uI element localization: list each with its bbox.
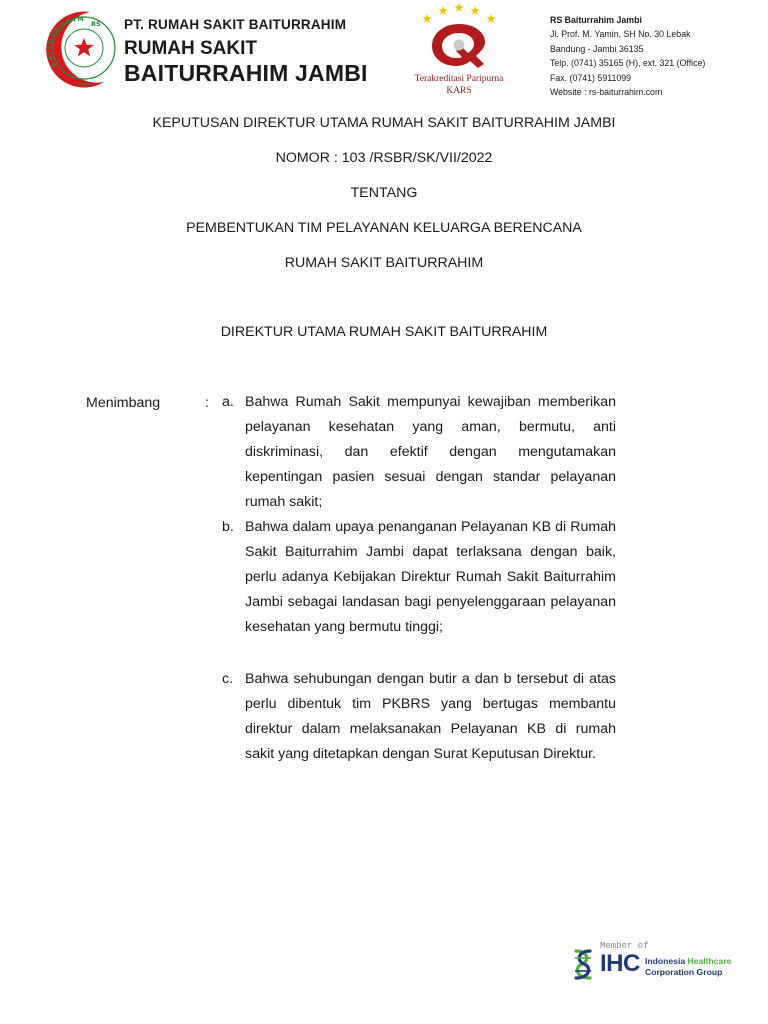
decree-director: DIREKTUR UTAMA RUMAH SAKIT BAITURRAHIM — [220, 324, 548, 340]
ihc-name-indonesia: Indonesia — [645, 956, 686, 966]
contact-address-2: Bandung - Jambi 36135 — [550, 43, 644, 54]
decree-title: KEPUTUSAN DIREKTUR UTAMA RUMAH SAKIT BAITURRAHIM JAMBI — [152, 115, 616, 131]
menimbang-label: Menimbang — [86, 395, 161, 411]
decree-subject-line1: PEMBENTUKAN TIM PELAYANAN KELUARGA BERENCANA — [186, 220, 582, 236]
contact-telp: Telp. (0741) 35165 (H), ext. 321 (Office) — [550, 58, 706, 69]
kars-caption: Terakreditasi Paripurna — [414, 74, 504, 84]
member-of-label: Member of — [600, 941, 649, 951]
menimbang-item — [222, 390, 616, 515]
contact-address-1: Jl. Prof. M. Yamin, SH No. 30 Lebak — [550, 29, 691, 40]
item-text: Bahwa dalam upaya penanganan Pelayanan KB di Rumah Sakit Baiturrahim Jambi dapat terlaksana dengan baik, perlu adanya Kebijakan Direktur Rumah Sakit Baiturrahim Jambi sebagai landasan bagi penyelenggaraan pelayanan kesehatan yang bermutu tinggi; — [245, 519, 616, 635]
item-marker: b. — [222, 519, 234, 535]
kars-star-icon — [470, 6, 479, 15]
decree-tentang: TENTANG — [350, 185, 418, 201]
contact-website: Website : rs-baiturrahim.com — [550, 87, 663, 98]
item-text: Bahwa sehubungan dengan butir a dan b tersebut di atas perlu dibentuk tim PKBRS yang bertugas membantu direktur dalam melaksanakan Pelayanan KB di rumah sakit yang ditetapkan dengan Surat Keputusan Direktur. — [245, 671, 616, 762]
item-text: Bahwa Rumah Sakit mempunyai kewajiban memberikan pelayanan kesehatan yang aman, bermutu, anti diskriminasi, dan efektif dengan mengutamakan kepentingan pasien sesuai dengan standar pelayanan rumah sakit; — [245, 394, 616, 510]
decree-number: NOMOR : 103 /RSBR/SK/VII/2022 — [275, 150, 493, 166]
kars-star-icon — [422, 14, 431, 23]
contact-block — [550, 13, 705, 99]
logo-star-icon — [74, 38, 94, 56]
contact-fax: Fax. (0741) 5911099 — [550, 72, 632, 83]
ihc-mark-icon — [568, 948, 598, 982]
kars-accreditation-logo — [396, 2, 522, 98]
kars-star-icon — [438, 6, 447, 15]
menimbang-item — [222, 515, 616, 640]
hospital-logo — [40, 8, 122, 90]
kars-caption-short: KARS — [446, 86, 472, 96]
hospital-name-line2: BAITURRAHIM JAMBI — [124, 60, 368, 86]
logo-jambi-text: JAMBI — [77, 83, 91, 88]
company-name: PT. RUMAH SAKIT BAITURRAHIM — [124, 17, 347, 32]
decree-subject-line2: RUMAH SAKIT BAITURRAHIM — [284, 255, 484, 271]
ihc-name-corporation: Corporation Group — [645, 966, 723, 977]
ihc-name-healthcare: Healthcare — [687, 956, 732, 966]
ihc-logo-text: IHC — [600, 950, 640, 977]
item-marker: c. — [222, 671, 234, 687]
menimbang-item — [222, 667, 616, 767]
kars-star-icon — [486, 14, 495, 23]
item-marker: a. — [222, 394, 234, 410]
hospital-name-line1: RUMAH SAKIT — [124, 38, 257, 59]
menimbang-colon: : — [205, 395, 209, 411]
contact-name: RS Baiturrahim Jambi — [550, 15, 642, 25]
logo-rs-text: RS — [91, 20, 101, 28]
kars-star-icon — [454, 3, 463, 12]
ihc-group-name — [645, 956, 731, 977]
logo-ring-text: BAITURRAHIM — [45, 14, 86, 69]
